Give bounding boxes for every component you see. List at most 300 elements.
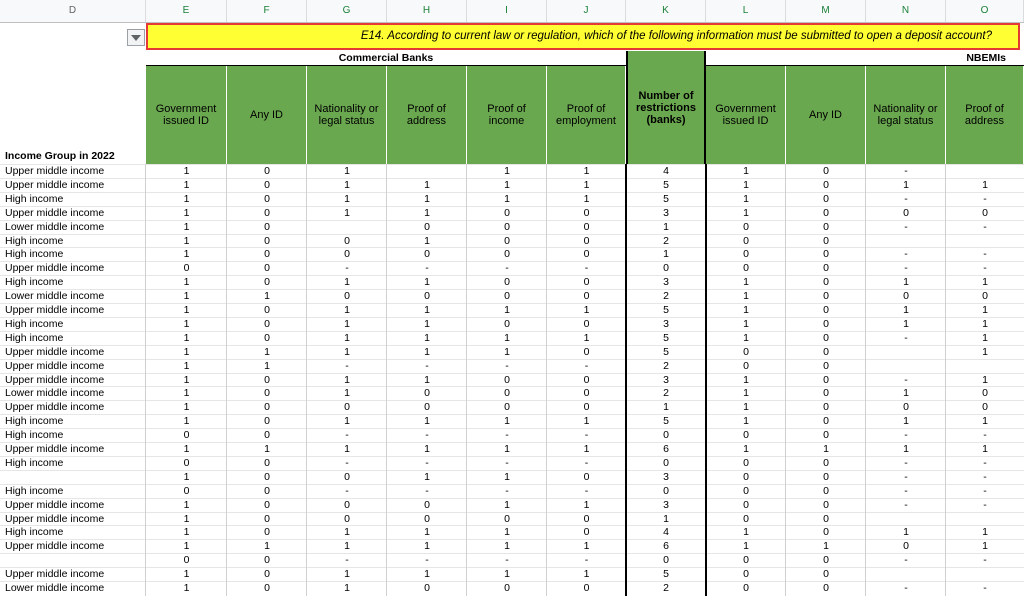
value-cell-k[interactable]: 6: [663, 540, 669, 553]
value-cell-j[interactable]: 0: [583, 290, 590, 303]
income-group-cell[interactable]: [5, 553, 145, 567]
value-cell-l[interactable]: 1: [743, 206, 749, 219]
column-header-e[interactable]: Government issued ID: [146, 66, 227, 164]
value-cell-n[interactable]: -: [904, 554, 908, 567]
value-cell-e[interactable]: 1: [183, 512, 190, 525]
value-cell-k[interactable]: 0: [663, 429, 669, 442]
value-cell-h[interactable]: 1: [424, 540, 430, 553]
value-cell-f[interactable]: 0: [264, 178, 270, 191]
value-cell-l[interactable]: 1: [743, 192, 749, 205]
value-cell-h[interactable]: 1: [424, 470, 430, 483]
value-cell-n[interactable]: -: [904, 165, 908, 177]
value-cell-l[interactable]: 0: [743, 359, 749, 372]
column-letter-f[interactable]: F: [227, 0, 307, 22]
value-cell-n[interactable]: -: [904, 220, 908, 233]
value-cell-f[interactable]: 0: [264, 220, 270, 233]
value-cell-h[interactable]: -: [425, 262, 429, 275]
value-cell-h[interactable]: 0: [424, 387, 430, 400]
value-cell-o[interactable]: [946, 567, 1024, 581]
value-cell-h[interactable]: 1: [424, 345, 430, 358]
value-cell-o[interactable]: -: [983, 429, 987, 442]
value-cell-k[interactable]: 5: [663, 415, 669, 428]
value-cell-j[interactable]: 0: [583, 401, 590, 414]
column-header-j[interactable]: Proof of employment: [547, 66, 626, 164]
value-cell-l[interactable]: 0: [743, 248, 749, 261]
value-cell-k[interactable]: 3: [663, 276, 669, 289]
value-cell-n[interactable]: [866, 512, 946, 526]
value-cell-n[interactable]: [866, 359, 946, 373]
value-cell-m[interactable]: 0: [823, 373, 829, 386]
value-cell-l[interactable]: 0: [743, 262, 749, 275]
value-cell-e[interactable]: 1: [183, 401, 190, 414]
income-group-header[interactable]: Income Group in 2022: [5, 150, 115, 162]
value-cell-f[interactable]: 1: [264, 290, 270, 303]
income-group-cell[interactable]: Upper middle income: [5, 401, 105, 414]
value-cell-h[interactable]: 1: [424, 317, 430, 330]
value-cell-g[interactable]: 1: [344, 540, 350, 553]
value-cell-g[interactable]: 1: [344, 345, 350, 358]
value-cell-h[interactable]: 1: [424, 331, 430, 344]
value-cell-m[interactable]: 0: [823, 470, 829, 483]
value-cell-e[interactable]: 1: [183, 317, 190, 330]
value-cell-o[interactable]: -: [983, 582, 987, 594]
value-cell-f[interactable]: 0: [264, 429, 270, 442]
value-cell-l[interactable]: 0: [743, 429, 749, 442]
value-cell-j[interactable]: 0: [583, 582, 590, 594]
value-cell-m[interactable]: 0: [823, 248, 829, 261]
value-cell-i[interactable]: 0: [504, 276, 510, 289]
value-cell-l[interactable]: 1: [743, 165, 749, 177]
value-cell-f[interactable]: 0: [264, 582, 270, 594]
income-group-cell[interactable]: High income: [5, 317, 64, 330]
value-cell-m[interactable]: 0: [823, 512, 829, 525]
value-cell-n[interactable]: 0: [903, 206, 909, 219]
value-cell-f[interactable]: 1: [264, 540, 270, 553]
value-cell-l[interactable]: 0: [743, 498, 749, 511]
value-cell-o[interactable]: [946, 234, 1024, 248]
value-cell-e[interactable]: 1: [183, 470, 190, 483]
value-cell-l[interactable]: 1: [743, 401, 749, 414]
value-cell-i[interactable]: 1: [504, 568, 510, 581]
value-cell-h[interactable]: 1: [424, 415, 430, 428]
value-cell-j[interactable]: -: [584, 456, 589, 469]
value-cell-e[interactable]: 1: [183, 234, 190, 247]
income-group-cell[interactable]: Upper middle income: [5, 178, 105, 191]
value-cell-h[interactable]: 1: [424, 443, 430, 455]
value-cell-e[interactable]: 1: [183, 290, 190, 303]
column-header-l[interactable]: Government issued ID: [706, 66, 786, 164]
value-cell-i[interactable]: 1: [504, 304, 510, 316]
value-cell-l[interactable]: 1: [743, 178, 749, 191]
value-cell-j[interactable]: 0: [583, 276, 590, 289]
value-cell-j[interactable]: 1: [583, 568, 590, 581]
value-cell-l[interactable]: 0: [743, 345, 749, 358]
group-header-commercial-banks[interactable]: Commercial Banks: [146, 51, 626, 66]
value-cell-i[interactable]: 0: [504, 387, 510, 400]
value-cell-k[interactable]: 0: [663, 262, 669, 275]
value-cell-n[interactable]: 1: [903, 387, 909, 400]
value-cell-m[interactable]: 0: [823, 484, 829, 497]
value-cell-l[interactable]: 1: [743, 540, 749, 553]
value-cell-j[interactable]: -: [584, 262, 589, 275]
value-cell-f[interactable]: 1: [264, 443, 270, 455]
value-cell-e[interactable]: 0: [183, 429, 190, 442]
value-cell-i[interactable]: 0: [504, 206, 510, 219]
value-cell-g[interactable]: 1: [344, 206, 350, 219]
value-cell-f[interactable]: 0: [264, 498, 270, 511]
value-cell-g[interactable]: -: [345, 484, 349, 497]
value-cell-o[interactable]: 1: [982, 526, 988, 539]
value-cell-j[interactable]: 1: [583, 498, 590, 511]
value-cell-l[interactable]: 1: [743, 317, 749, 330]
value-cell-j[interactable]: 1: [583, 331, 590, 344]
value-cell-g[interactable]: 1: [344, 165, 350, 177]
income-group-cell[interactable]: Upper middle income: [5, 262, 105, 275]
value-cell-h[interactable]: 0: [424, 220, 430, 233]
value-cell-i[interactable]: 1: [504, 415, 510, 428]
value-cell-n[interactable]: 1: [903, 178, 909, 191]
value-cell-g[interactable]: 1: [344, 304, 350, 316]
value-cell-j[interactable]: 0: [583, 345, 590, 358]
column-letter-o[interactable]: O: [946, 0, 1024, 22]
value-cell-k[interactable]: 3: [663, 470, 669, 483]
value-cell-h[interactable]: 1: [424, 234, 430, 247]
value-cell-i[interactable]: 1: [504, 470, 510, 483]
question-cell[interactable]: E14. According to current law or regulation, which of the following information must be submitted to open a deposit account?: [146, 23, 1020, 50]
column-header-i[interactable]: Proof of income: [467, 66, 547, 164]
value-cell-h[interactable]: 0: [424, 401, 430, 414]
value-cell-f[interactable]: 0: [264, 387, 270, 400]
value-cell-m[interactable]: 0: [823, 192, 829, 205]
value-cell-l[interactable]: 1: [743, 415, 749, 428]
value-cell-j[interactable]: 1: [583, 165, 590, 177]
income-group-cell[interactable]: Lower middle income: [5, 220, 105, 233]
value-cell-h[interactable]: 1: [424, 526, 430, 539]
value-cell-k[interactable]: 5: [663, 568, 669, 581]
value-cell-i[interactable]: 0: [504, 401, 510, 414]
value-cell-e[interactable]: 1: [183, 165, 190, 177]
value-cell-o[interactable]: [946, 512, 1024, 526]
income-group-cell[interactable]: Lower middle income: [5, 582, 105, 594]
value-cell-g[interactable]: -: [345, 456, 349, 469]
value-cell-f[interactable]: 0: [264, 206, 270, 219]
income-group-cell[interactable]: High income: [5, 192, 64, 205]
value-cell-i[interactable]: -: [505, 554, 509, 567]
income-group-cell[interactable]: Upper middle income: [5, 512, 105, 525]
value-cell-k[interactable]: 0: [663, 456, 669, 469]
value-cell-i[interactable]: 1: [504, 443, 510, 455]
value-cell-j[interactable]: 1: [583, 192, 590, 205]
value-cell-n[interactable]: -: [904, 262, 908, 275]
income-group-cell[interactable]: High income: [5, 276, 64, 289]
value-cell-k[interactable]: 0: [663, 554, 669, 567]
value-cell-o[interactable]: 1: [982, 443, 988, 455]
value-cell-m[interactable]: 0: [823, 554, 829, 567]
value-cell-j[interactable]: 0: [583, 512, 590, 525]
value-cell-e[interactable]: 1: [183, 568, 190, 581]
value-cell-n[interactable]: 1: [903, 526, 909, 539]
value-cell-h[interactable]: -: [425, 456, 429, 469]
value-cell-f[interactable]: 0: [264, 373, 270, 386]
value-cell-n[interactable]: [866, 345, 946, 359]
value-cell-k[interactable]: 5: [663, 178, 669, 191]
income-group-cell[interactable]: High income: [5, 248, 64, 261]
value-cell-k[interactable]: 4: [663, 165, 669, 177]
value-cell-i[interactable]: -: [505, 359, 509, 372]
value-cell-i[interactable]: 0: [504, 248, 510, 261]
value-cell-g[interactable]: 1: [344, 192, 350, 205]
value-cell-n[interactable]: 1: [903, 304, 909, 316]
income-group-cell[interactable]: Upper middle income: [5, 304, 105, 316]
column-letter-l[interactable]: L: [706, 0, 786, 22]
value-cell-e[interactable]: 1: [183, 359, 190, 372]
value-cell-h[interactable]: 0: [424, 248, 430, 261]
value-cell-l[interactable]: 0: [743, 234, 749, 247]
value-cell-n[interactable]: -: [904, 498, 908, 511]
income-group-cell[interactable]: High income: [5, 456, 64, 469]
value-cell-i[interactable]: 1: [504, 345, 510, 358]
value-cell-f[interactable]: 0: [264, 304, 270, 316]
value-cell-g[interactable]: 1: [344, 276, 350, 289]
group-header-nbemis[interactable]: NBEMIs: [706, 51, 1024, 66]
value-cell-m[interactable]: 0: [823, 526, 829, 539]
value-cell-o[interactable]: 1: [982, 345, 988, 358]
value-cell-i[interactable]: -: [505, 429, 509, 442]
value-cell-h[interactable]: 1: [424, 192, 430, 205]
column-letter-j[interactable]: J: [547, 0, 626, 22]
value-cell-f[interactable]: 0: [264, 248, 270, 261]
filter-dropdown-button[interactable]: [127, 29, 145, 46]
value-cell-g[interactable]: -: [345, 429, 349, 442]
column-letter-h[interactable]: H: [387, 0, 467, 22]
value-cell-m[interactable]: 0: [823, 401, 829, 414]
value-cell-o[interactable]: [946, 164, 1024, 178]
value-cell-o[interactable]: 1: [982, 276, 988, 289]
value-cell-l[interactable]: 0: [743, 582, 749, 594]
value-cell-n[interactable]: 0: [903, 290, 909, 303]
value-cell-n[interactable]: -: [904, 429, 908, 442]
value-cell-e[interactable]: 1: [183, 304, 190, 316]
value-cell-j[interactable]: 0: [583, 470, 590, 483]
value-cell-f[interactable]: 0: [264, 165, 270, 177]
income-group-cell[interactable]: Lower middle income: [5, 387, 105, 400]
value-cell-g[interactable]: -: [345, 554, 349, 567]
value-cell-k[interactable]: 3: [663, 317, 669, 330]
value-cell-e[interactable]: 1: [183, 582, 190, 594]
value-cell-e[interactable]: 1: [183, 331, 190, 344]
value-cell-m[interactable]: 0: [823, 262, 829, 275]
value-cell-k[interactable]: 2: [663, 234, 669, 247]
value-cell-o[interactable]: -: [983, 220, 987, 233]
value-cell-o[interactable]: 1: [982, 415, 988, 428]
value-cell-j[interactable]: 0: [583, 206, 590, 219]
value-cell-e[interactable]: 0: [183, 484, 190, 497]
value-cell-j[interactable]: 1: [583, 540, 590, 553]
value-cell-l[interactable]: 0: [743, 456, 749, 469]
value-cell-o[interactable]: 1: [982, 331, 988, 344]
column-header-k[interactable]: Number of restrictions (banks): [626, 51, 706, 164]
value-cell-j[interactable]: 0: [583, 317, 590, 330]
value-cell-f[interactable]: 0: [264, 331, 270, 344]
value-cell-g[interactable]: 0: [344, 248, 350, 261]
value-cell-f[interactable]: 0: [264, 470, 270, 483]
income-group-cell[interactable]: Upper middle income: [5, 498, 105, 511]
value-cell-m[interactable]: 1: [823, 540, 829, 553]
value-cell-m[interactable]: 0: [823, 568, 829, 581]
value-cell-g[interactable]: 1: [344, 317, 350, 330]
value-cell-j[interactable]: 1: [583, 178, 590, 191]
value-cell-k[interactable]: 5: [663, 331, 669, 344]
value-cell-n[interactable]: -: [904, 373, 908, 386]
value-cell-m[interactable]: 0: [823, 165, 829, 177]
value-cell-e[interactable]: 1: [183, 276, 190, 289]
value-cell-m[interactable]: 0: [823, 415, 829, 428]
value-cell-e[interactable]: 0: [183, 554, 190, 567]
value-cell-e[interactable]: 1: [183, 526, 190, 539]
value-cell-j[interactable]: -: [584, 359, 589, 372]
income-group-cell[interactable]: High income: [5, 331, 64, 344]
value-cell-f[interactable]: 0: [264, 568, 270, 581]
value-cell-j[interactable]: 0: [583, 248, 590, 261]
value-cell-k[interactable]: 5: [663, 345, 669, 358]
value-cell-m[interactable]: 0: [823, 387, 829, 400]
value-cell-n[interactable]: -: [904, 470, 908, 483]
value-cell-e[interactable]: 1: [183, 498, 190, 511]
column-header-g[interactable]: Nationality or legal status: [307, 66, 387, 164]
value-cell-j[interactable]: 0: [583, 220, 590, 233]
value-cell-l[interactable]: 0: [743, 568, 749, 581]
value-cell-l[interactable]: 1: [743, 373, 749, 386]
value-cell-h[interactable]: 1: [424, 178, 430, 191]
value-cell-l[interactable]: 0: [743, 470, 749, 483]
value-cell-j[interactable]: -: [584, 429, 589, 442]
value-cell-m[interactable]: 0: [823, 206, 829, 219]
income-group-cell[interactable]: High income: [5, 526, 64, 539]
value-cell-m[interactable]: 0: [823, 276, 829, 289]
value-cell-m[interactable]: 0: [823, 456, 829, 469]
value-cell-i[interactable]: -: [505, 262, 509, 275]
value-cell-h[interactable]: 1: [424, 373, 430, 386]
column-letter-i[interactable]: I: [467, 0, 547, 22]
column-letter-n[interactable]: N: [866, 0, 946, 22]
value-cell-o[interactable]: -: [983, 248, 987, 261]
value-cell-h[interactable]: 1: [424, 568, 430, 581]
value-cell-f[interactable]: 0: [264, 401, 270, 414]
income-group-cell[interactable]: Upper middle income: [5, 568, 105, 581]
value-cell-g[interactable]: 1: [344, 568, 350, 581]
value-cell-o[interactable]: 0: [982, 401, 988, 414]
value-cell-j[interactable]: 1: [583, 443, 590, 455]
income-group-cell[interactable]: Lower middle income: [5, 290, 105, 303]
value-cell-h[interactable]: 1: [424, 304, 430, 316]
value-cell-g[interactable]: 1: [344, 387, 350, 400]
value-cell-l[interactable]: 0: [743, 220, 749, 233]
column-letter-m[interactable]: M: [786, 0, 866, 22]
value-cell-h[interactable]: 0: [424, 512, 430, 525]
value-cell-i[interactable]: 1: [504, 165, 510, 177]
value-cell-i[interactable]: 0: [504, 234, 510, 247]
value-cell-i[interactable]: -: [505, 484, 509, 497]
value-cell-g[interactable]: 1: [344, 526, 350, 539]
value-cell-o[interactable]: 1: [982, 373, 988, 386]
income-group-cell[interactable]: High income: [5, 484, 64, 497]
value-cell-f[interactable]: 0: [264, 192, 270, 205]
value-cell-f[interactable]: 0: [264, 484, 270, 497]
value-cell-h[interactable]: 0: [424, 498, 430, 511]
value-cell-o[interactable]: 0: [982, 387, 988, 400]
value-cell-f[interactable]: 1: [264, 345, 270, 358]
value-cell-k[interactable]: 3: [663, 206, 669, 219]
value-cell-k[interactable]: 2: [663, 387, 669, 400]
value-cell-l[interactable]: 1: [743, 304, 749, 316]
value-cell-h[interactable]: -: [425, 429, 429, 442]
value-cell-g[interactable]: 1: [344, 443, 350, 455]
value-cell-h[interactable]: -: [425, 359, 429, 372]
income-group-cell[interactable]: Upper middle income: [5, 206, 105, 219]
value-cell-e[interactable]: 1: [183, 220, 190, 233]
income-group-cell[interactable]: Upper middle income: [5, 359, 105, 372]
value-cell-e[interactable]: 1: [183, 248, 190, 261]
value-cell-m[interactable]: 0: [823, 582, 829, 594]
value-cell-n[interactable]: 1: [903, 415, 909, 428]
value-cell-j[interactable]: -: [584, 484, 589, 497]
column-letter-e[interactable]: E: [146, 0, 227, 22]
value-cell-n[interactable]: 1: [903, 317, 909, 330]
value-cell-f[interactable]: 0: [264, 415, 270, 428]
value-cell-k[interactable]: 1: [663, 248, 669, 261]
value-cell-e[interactable]: 1: [183, 345, 190, 358]
value-cell-n[interactable]: [866, 234, 946, 248]
value-cell-i[interactable]: 0: [504, 512, 510, 525]
value-cell-n[interactable]: -: [904, 248, 908, 261]
value-cell-e[interactable]: 1: [183, 540, 190, 553]
value-cell-e[interactable]: 1: [183, 178, 190, 191]
value-cell-g[interactable]: 1: [344, 415, 350, 428]
value-cell-o[interactable]: 0: [982, 206, 988, 219]
value-cell-o[interactable]: -: [983, 470, 987, 483]
value-cell-g[interactable]: [307, 220, 387, 234]
value-cell-k[interactable]: 2: [663, 290, 669, 303]
value-cell-o[interactable]: -: [983, 554, 987, 567]
value-cell-m[interactable]: 0: [823, 359, 829, 372]
value-cell-n[interactable]: 0: [903, 540, 909, 553]
income-group-cell[interactable]: Upper middle income: [5, 373, 105, 386]
value-cell-f[interactable]: 0: [264, 317, 270, 330]
income-group-cell[interactable]: High income: [5, 415, 64, 428]
value-cell-l[interactable]: 1: [743, 443, 749, 455]
income-group-cell[interactable]: [5, 470, 145, 484]
value-cell-g[interactable]: 0: [344, 512, 350, 525]
value-cell-o[interactable]: 1: [982, 304, 988, 316]
value-cell-i[interactable]: 0: [504, 373, 510, 386]
value-cell-o[interactable]: -: [983, 262, 987, 275]
value-cell-k[interactable]: 5: [663, 192, 669, 205]
value-cell-k[interactable]: 3: [663, 373, 669, 386]
value-cell-f[interactable]: 1: [264, 359, 270, 372]
value-cell-n[interactable]: 0: [903, 401, 909, 414]
value-cell-h[interactable]: 1: [424, 206, 430, 219]
value-cell-h[interactable]: 0: [424, 582, 430, 594]
value-cell-o[interactable]: -: [983, 498, 987, 511]
value-cell-j[interactable]: 0: [583, 526, 590, 539]
value-cell-n[interactable]: -: [904, 456, 908, 469]
value-cell-e[interactable]: 0: [183, 456, 190, 469]
value-cell-m[interactable]: 1: [823, 443, 829, 455]
value-cell-m[interactable]: 0: [823, 498, 829, 511]
value-cell-n[interactable]: -: [904, 582, 908, 594]
value-cell-e[interactable]: 1: [183, 443, 190, 455]
value-cell-k[interactable]: 2: [663, 359, 669, 372]
